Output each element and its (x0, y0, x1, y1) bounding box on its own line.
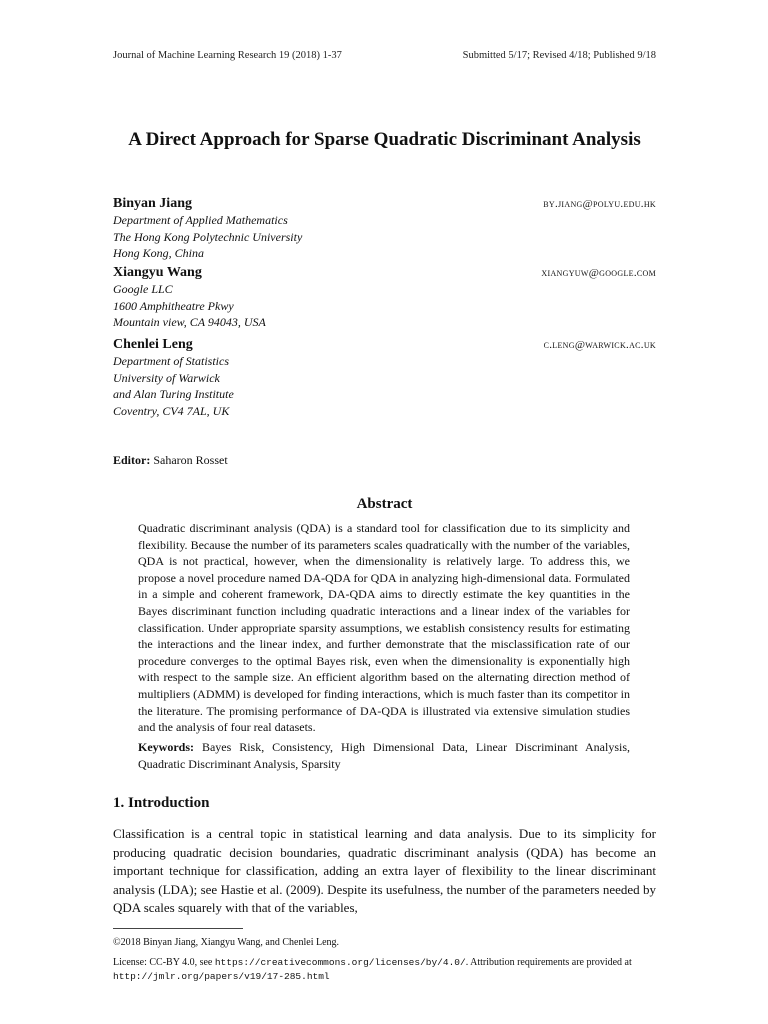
author-email[interactable]: xiangyuw@google.com (541, 267, 656, 279)
affiliation-line: 1600 Amphitheatre Pkwy (113, 298, 234, 313)
journal-citation: Journal of Machine Learning Research 19 (2018) 1-37 (113, 50, 342, 61)
copyright-line: ©2018 Binyan Jiang, Xiangyu Wang, and Chenlei Leng. (113, 937, 340, 948)
submission-dates: Submitted 5/17; Revised 4/18; Published 9/18 (462, 50, 656, 61)
affiliation-line: Department of Statistics (113, 354, 229, 368)
affiliation-line: Hong Kong, China (113, 246, 205, 260)
author-block-1 (113, 196, 656, 262)
affiliation-line: Google LLC (113, 282, 173, 296)
keywords-label: Keywords: (138, 740, 194, 754)
author-block-2 (113, 265, 656, 331)
author-name: Chenlei Leng (113, 337, 193, 352)
keywords-line (138, 739, 630, 772)
keywords-list: Bayes Risk, Consistency, High Dimensional Data, Linear Discriminant Analysis, Quadratic Discriminant Analysis, Sparsity (138, 740, 631, 771)
license-link[interactable]: https://creativecommons.org/licenses/by/4.0/ (214, 957, 466, 968)
affiliation-line: and Alan Turing Institute (113, 387, 234, 401)
abstract-text: Quadratic discriminant analysis (QDA) is a standard tool for classification due to its simplicity and flexibility. Because the number of its parameters scales quadratically with the number of the variables, QDA is not practical, however, when the dimensionality is relatively large. To address this, we propose a novel procedure named DA-QDA for QDA in analyzing high-dimensional data. Formulated in a simple and coherent framework, DA-QDA aims to directly estimate the key quantities in the Bayes discriminant function including quadratic interactions and a linear index of the variables for classification. Under appropriate sparsity assumptions, we establish consistency results for estimating the interactions and the linear index, and further demonstrate that the misclassification rate of our procedure converges to the optimal Bayes risk, even when the dimensionality is exponentially high with respect to the sample size. An efficient algorithm based on the alternating direction method of multipliers (ADMM) is developed for finding interactions, which is much faster than its competitor in the literature. The promising performance of DA-QDA is illustrated via extensive simulation studies and the analysis of four real datasets. (138, 521, 630, 735)
author-block-3 (113, 337, 656, 419)
section-heading: 1. Introduction (113, 795, 210, 811)
license-line (113, 956, 656, 984)
affiliation-line: Coventry, CV4 7AL, UK (113, 403, 230, 418)
author-email[interactable]: by.jiang@polyu.edu.hk (543, 198, 656, 210)
running-header (113, 50, 656, 61)
author-affiliation (113, 212, 656, 262)
editor-label: Editor: (113, 453, 151, 467)
affiliation-line: Department of Applied Mathematics (113, 213, 288, 227)
author-affiliation (113, 281, 656, 331)
author-name: Xiangyu Wang (113, 265, 202, 280)
editor-line (113, 453, 228, 468)
paper-link[interactable]: http://jmlr.org/papers/v19/17-285.html (113, 971, 330, 982)
affiliation-line: Mountain view, CA 94043, USA (113, 315, 266, 329)
license-prefix: License: CC-BY 4.0, see (113, 957, 213, 968)
editor-name: Saharon Rosset (153, 453, 228, 467)
introduction-paragraph: Classification is a central topic in statistical learning and data analysis. Due to its simplicity for producing quadratic decision boundaries, quadratic discriminant analysis (QDA) has become an important technique for classification, adding an extra layer of flexibility to the linear discriminant analysis (LDA); see Hastie et al. (2009). Despite its usefulness, the number of the parameters needed by QDA scales squarely with that of the variables, (113, 826, 656, 916)
abstract-heading: Abstract (356, 496, 413, 512)
affiliation-line: The Hong Kong Polytechnic University (113, 229, 303, 244)
footnote-rule (113, 928, 243, 929)
footnote (113, 936, 656, 984)
author-affiliation (113, 353, 656, 419)
author-name: Binyan Jiang (113, 196, 192, 211)
paper-title: A Direct Approach for Sparse Quadratic Discriminant Analysis (128, 129, 641, 150)
affiliation-line: University of Warwick (113, 370, 220, 385)
author-email[interactable]: c.leng@warwick.ac.uk (543, 339, 656, 351)
license-mid: . Attribution requirements are provided at (465, 957, 632, 968)
